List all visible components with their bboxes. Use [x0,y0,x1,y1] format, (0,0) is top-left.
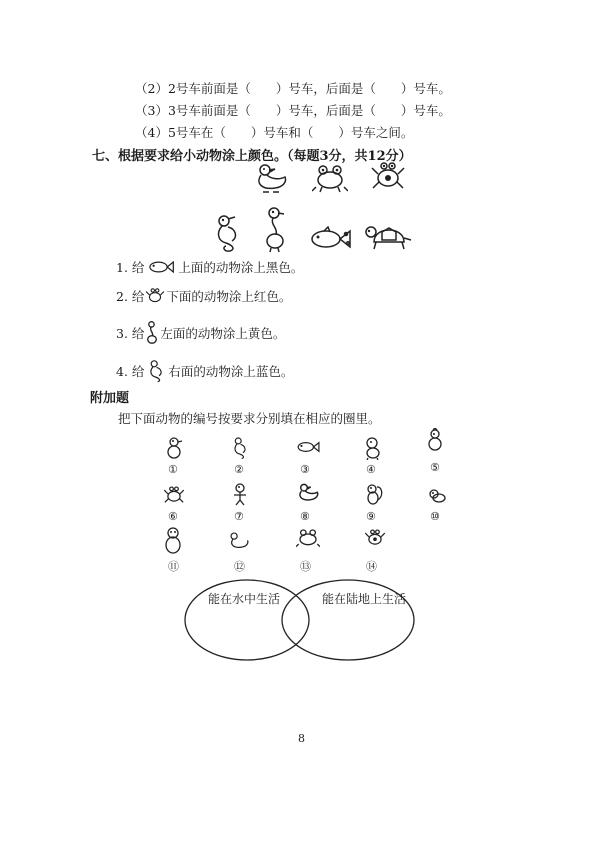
mouse-icon [428,488,446,504]
fish-icon [296,438,320,456]
goose-icon [145,320,159,349]
q4-number: 4. 给 [116,364,145,379]
venn-diagram [180,575,440,665]
label-12: ⑫ [234,560,245,573]
label-8: ⑧ [300,510,310,523]
crab-icon [163,484,185,506]
q2-text: 下面的动物涂上红色。 [166,289,292,304]
chick-icon [363,436,383,460]
color-question-1 [116,258,303,278]
snowman-icon [163,526,183,554]
duck-icon [296,482,320,504]
label-13: ⑬ [300,560,311,573]
label-6: ⑥ [168,510,178,523]
duck-icon [253,162,289,194]
color-question-3 [116,320,285,349]
bonus-title: 附加题 [90,391,130,406]
page-number: 8 [298,732,305,745]
q1-text: 上面的动物涂上黑色。 [178,260,304,275]
color-question-4 [116,359,293,386]
seahorse-icon [145,359,167,386]
section7-title: 七、根据要求给小动物涂上颜色。（每题3分，共12分） [92,149,412,164]
fish-icon [145,259,177,278]
label-9: ⑨ [366,510,376,523]
frog-icon [312,163,348,193]
label-5: ⑤ [430,461,440,474]
crab-icon [145,286,165,309]
label-10: ⑩ [430,510,440,523]
label-1: ① [168,463,178,476]
q3-text: 左面的动物涂上黄色。 [160,326,286,341]
venn-left-label: 能在水中生活 [208,592,281,606]
frog-icon [296,528,320,548]
turtle-icon [364,218,414,252]
fish-icon [308,226,352,252]
q1-number: 1. 给 [116,260,145,275]
venn-right-label: 能在陆地上生活 [322,592,407,606]
squirrel-icon [364,482,384,506]
label-7: ⑦ [234,510,244,523]
seahorse-icon [210,213,244,253]
label-2: ② [234,463,244,476]
label-4: ④ [366,463,376,476]
order-question-4: （4）5号车在（ ）号车和（ ）号车之间。 [135,125,414,140]
seahorse-icon [230,436,250,460]
label-11: ⑪ [168,560,179,573]
q3-number: 3. 给 [116,326,145,341]
rooster-icon [426,428,444,452]
crab-icon [364,526,386,550]
label-3: ③ [300,463,310,476]
order-question-2: （2）2号车前面是（ ）号车，后面是（ ）号车。 [135,81,451,96]
q2-number: 2. 给 [116,289,145,304]
bonus-instruction: 把下面动物的编号按要求分别填在相应的圈里。 [118,411,381,426]
order-question-3: （3）3号车前面是（ ）号车，后面是（ ）号车。 [135,103,451,118]
goose-icon [228,530,250,552]
label-14: ⑭ [366,560,377,573]
q4-text: 右面的动物涂上蓝色。 [168,364,294,379]
bird-icon [164,436,184,460]
crab-icon [370,160,406,192]
color-question-2 [116,286,291,309]
goose-icon [262,205,288,253]
monkey-icon [230,482,250,506]
